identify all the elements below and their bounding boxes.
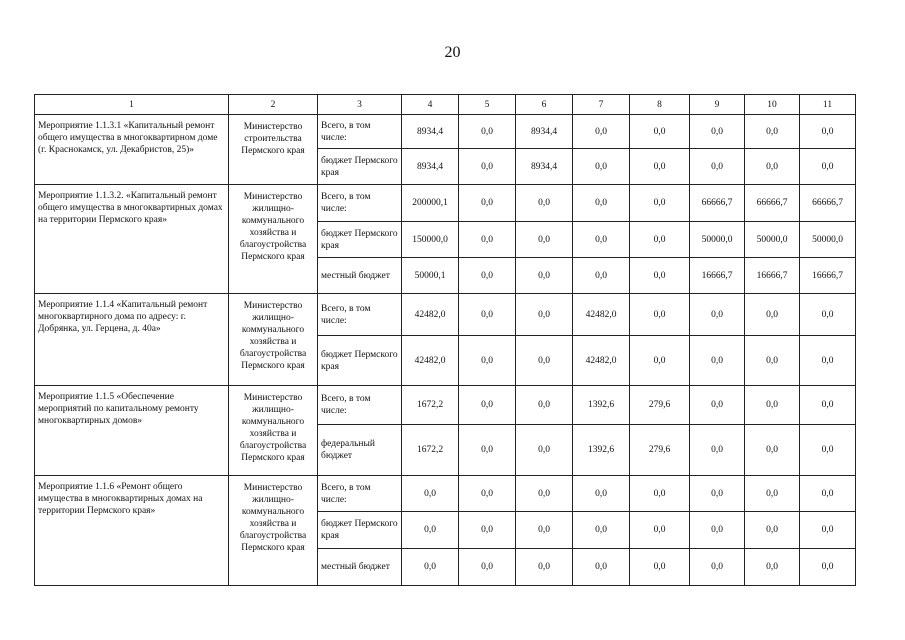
amount-cell: 0,0 [402, 476, 459, 512]
table-row [35, 386, 856, 425]
header-cell: 10 [745, 95, 800, 115]
header-cell: 1 [35, 95, 229, 115]
activity-name: Мероприятие 1.1.5 «Обеспечение мероприятий по капитальному ремонту многоквартирных домов» [35, 386, 229, 476]
amount-cell: 0,0 [745, 512, 800, 549]
amount-cell: 0,0 [573, 549, 630, 586]
activity-name: Мероприятие 1.1.3.1 «Капитальный ремонт общего имущества в многоквартирном доме (г. Краснокамск, ул. Декабристов, 25)» [35, 115, 229, 185]
amount-cell: 8934,4 [402, 115, 459, 149]
amount-cell: 0,0 [630, 115, 690, 149]
activity-name: Мероприятие 1.1.3.2. «Капитальный ремонт общего имущества в многоквартирных домах на территории Пермского края» [35, 185, 229, 294]
amount-cell: 0,0 [516, 549, 573, 586]
funding-source: федеральный бюджет [318, 425, 402, 476]
amount-cell: 0,0 [459, 258, 516, 294]
amount-cell: 0,0 [630, 476, 690, 512]
amount-cell: 0,0 [516, 294, 573, 336]
table-row [35, 115, 856, 149]
amount-cell: 0,0 [690, 549, 745, 586]
amount-cell: 0,0 [630, 258, 690, 294]
amount-cell: 0,0 [690, 512, 745, 549]
amount-cell: 0,0 [745, 149, 800, 185]
amount-cell: 0,0 [459, 115, 516, 149]
amount-cell: 0,0 [690, 336, 745, 386]
amount-cell: 0,0 [745, 549, 800, 586]
amount-cell: 0,0 [459, 512, 516, 549]
amount-cell: 0,0 [459, 222, 516, 258]
funding-source: местный бюджет [318, 258, 402, 294]
amount-cell: 50000,0 [745, 222, 800, 258]
amount-cell: 8934,4 [516, 115, 573, 149]
amount-cell: 1392,6 [573, 386, 630, 425]
amount-cell: 0,0 [800, 149, 856, 185]
amount-cell: 0,0 [459, 294, 516, 336]
amount-cell: 0,0 [459, 386, 516, 425]
table-row [35, 476, 856, 512]
funding-source: местный бюджет [318, 549, 402, 586]
amount-cell: 1392,6 [573, 425, 630, 476]
responsible-organization: Министерство жилищно-коммунального хозяйства и благоустройства Пермского края [229, 294, 318, 386]
amount-cell: 200000,1 [402, 185, 459, 222]
amount-cell: 16666,7 [800, 258, 856, 294]
amount-cell: 0,0 [516, 386, 573, 425]
funding-source: бюджет Пермского края [318, 222, 402, 258]
responsible-organization: Министерство жилищно-коммунального хозяйства и благоустройства Пермского края [229, 185, 318, 294]
amount-cell: 0,0 [690, 115, 745, 149]
amount-cell: 42482,0 [573, 336, 630, 386]
header-cell: 7 [573, 95, 630, 115]
header-cell: 4 [402, 95, 459, 115]
amount-cell: 150000,0 [402, 222, 459, 258]
amount-cell: 0,0 [459, 336, 516, 386]
page-number: 20 [444, 44, 461, 61]
header-cell: 8 [630, 95, 690, 115]
amount-cell: 66666,7 [800, 185, 856, 222]
amount-cell: 0,0 [573, 115, 630, 149]
amount-cell: 0,0 [573, 476, 630, 512]
amount-cell: 0,0 [630, 185, 690, 222]
amount-cell: 50000,0 [800, 222, 856, 258]
amount-cell: 0,0 [402, 549, 459, 586]
header-cell: 5 [459, 95, 516, 115]
amount-cell: 66666,7 [745, 185, 800, 222]
amount-cell: 1672,2 [402, 386, 459, 425]
amount-cell: 0,0 [402, 512, 459, 549]
amount-cell: 0,0 [630, 512, 690, 549]
table-row [35, 185, 856, 222]
amount-cell: 0,0 [690, 476, 745, 512]
amount-cell: 0,0 [745, 294, 800, 336]
amount-cell: 0,0 [630, 149, 690, 185]
amount-cell: 66666,7 [690, 185, 745, 222]
header-cell: 3 [318, 95, 402, 115]
activity-name: Мероприятие 1.1.4 «Капитальный ремонт многоквартирного дома по адресу: г. Добрянка, ул. Герцена, д. 40а» [35, 294, 229, 386]
amount-cell: 0,0 [745, 115, 800, 149]
amount-cell: 0,0 [573, 512, 630, 549]
amount-cell: 42482,0 [573, 294, 630, 336]
amount-cell: 0,0 [573, 222, 630, 258]
amount-cell: 42482,0 [402, 294, 459, 336]
amount-cell: 279,6 [630, 386, 690, 425]
amount-cell: 0,0 [459, 425, 516, 476]
amount-cell: 16666,7 [690, 258, 745, 294]
activity-name: Мероприятие 1.1.6 «Ремонт общего имущества в многоквартирных домах на территории Пермского края» [35, 476, 229, 586]
amount-cell: 0,0 [690, 294, 745, 336]
responsible-organization: Министерство строительства Пермского края [229, 115, 318, 185]
amount-cell: 0,0 [800, 512, 856, 549]
amount-cell: 0,0 [516, 512, 573, 549]
amount-cell: 0,0 [459, 149, 516, 185]
amount-cell: 0,0 [459, 185, 516, 222]
amount-cell: 0,0 [516, 425, 573, 476]
amount-cell: 0,0 [630, 336, 690, 386]
funding-source: Всего, в том числе: [318, 115, 402, 149]
table-row [35, 294, 856, 336]
header-cell: 9 [690, 95, 745, 115]
amount-cell: 0,0 [800, 425, 856, 476]
amount-cell: 50000,1 [402, 258, 459, 294]
amount-cell: 0,0 [516, 476, 573, 512]
amount-cell: 0,0 [800, 549, 856, 586]
amount-cell: 0,0 [630, 549, 690, 586]
amount-cell: 0,0 [800, 386, 856, 425]
responsible-organization: Министерство жилищно-коммунального хозяйства и благоустройства Пермского края [229, 476, 318, 586]
funding-source: бюджет Пермского края [318, 512, 402, 549]
funding-source: бюджет Пермского края [318, 149, 402, 185]
funding-source: Всего, в том числе: [318, 294, 402, 336]
header-cell: 11 [800, 95, 856, 115]
header-cell: 6 [516, 95, 573, 115]
amount-cell: 0,0 [800, 115, 856, 149]
amount-cell: 0,0 [573, 149, 630, 185]
amount-cell: 0,0 [516, 185, 573, 222]
amount-cell: 0,0 [516, 258, 573, 294]
amount-cell: 8934,4 [402, 149, 459, 185]
amount-cell: 0,0 [630, 222, 690, 258]
funding-source: бюджет Пермского края [318, 336, 402, 386]
amount-cell: 42482,0 [402, 336, 459, 386]
program-table [34, 94, 856, 586]
amount-cell: 0,0 [516, 336, 573, 386]
amount-cell: 0,0 [800, 294, 856, 336]
amount-cell: 0,0 [516, 222, 573, 258]
funding-source: Всего, в том числе: [318, 185, 402, 222]
amount-cell: 0,0 [800, 336, 856, 386]
amount-cell: 279,6 [630, 425, 690, 476]
amount-cell: 1672,2 [402, 425, 459, 476]
amount-cell: 0,0 [745, 425, 800, 476]
amount-cell: 0,0 [690, 149, 745, 185]
amount-cell: 0,0 [573, 258, 630, 294]
responsible-organization: Министерство жилищно-коммунального хозяйства и благоустройства Пермского края [229, 386, 318, 476]
amount-cell: 0,0 [800, 476, 856, 512]
funding-source: Всего, в том числе: [318, 386, 402, 425]
amount-cell: 8934,4 [516, 149, 573, 185]
amount-cell: 0,0 [459, 476, 516, 512]
amount-cell: 0,0 [690, 425, 745, 476]
amount-cell: 0,0 [630, 294, 690, 336]
header-cell: 2 [229, 95, 318, 115]
amount-cell: 0,0 [459, 549, 516, 586]
amount-cell: 50000,0 [690, 222, 745, 258]
amount-cell: 0,0 [745, 386, 800, 425]
amount-cell: 0,0 [745, 336, 800, 386]
funding-source: Всего, в том числе: [318, 476, 402, 512]
amount-cell: 0,0 [573, 185, 630, 222]
header-row [35, 95, 856, 115]
amount-cell: 16666,7 [745, 258, 800, 294]
amount-cell: 0,0 [745, 476, 800, 512]
amount-cell: 0,0 [690, 386, 745, 425]
